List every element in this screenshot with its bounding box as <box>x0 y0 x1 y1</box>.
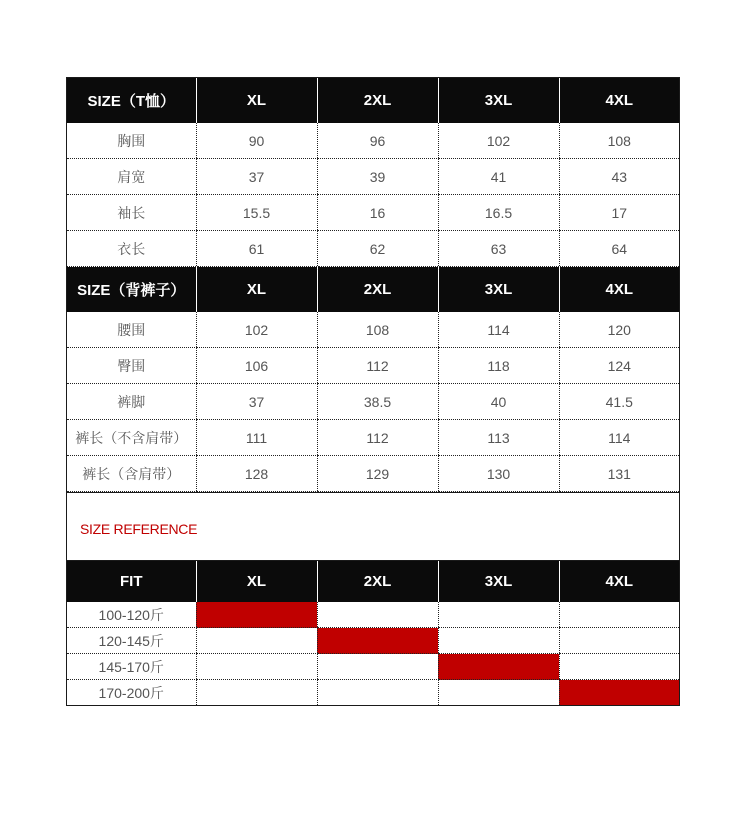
table-cell: 114 <box>438 312 559 348</box>
table-cell: 16.5 <box>438 195 559 231</box>
table-cell: 41 <box>438 159 559 195</box>
fit-cell <box>317 654 438 680</box>
header-cell: 2XL <box>317 561 438 602</box>
fit-cell <box>196 680 317 706</box>
table-cell: 90 <box>196 123 317 159</box>
table-cell: 130 <box>438 456 559 492</box>
tshirt-header-row <box>67 78 679 123</box>
fit-weight-label: 120-145斤 <box>67 628 196 654</box>
table-row <box>67 384 679 420</box>
fit-row <box>67 680 679 706</box>
header-cell: 3XL <box>438 78 559 123</box>
row-label: 袖长 <box>67 195 196 231</box>
fit-table <box>67 561 679 706</box>
table-cell: 40 <box>438 384 559 420</box>
row-label: 腰围 <box>67 312 196 348</box>
fit-row <box>67 628 679 654</box>
fit-cell <box>317 680 438 706</box>
table-cell: 43 <box>559 159 679 195</box>
fit-weight-label: 100-120斤 <box>67 602 196 628</box>
table-cell: 106 <box>196 348 317 384</box>
fit-cell <box>438 602 559 628</box>
table-cell: 17 <box>559 195 679 231</box>
row-label: 裤长（含肩带） <box>67 456 196 492</box>
header-cell: 2XL <box>317 78 438 123</box>
fit-highlight-cell <box>196 602 317 628</box>
overalls-header-row <box>67 267 679 313</box>
fit-highlight-cell <box>317 628 438 654</box>
table-cell: 61 <box>196 231 317 267</box>
header-cell: 3XL <box>438 267 559 313</box>
fit-row <box>67 654 679 680</box>
fit-cell <box>438 628 559 654</box>
table-cell: 113 <box>438 420 559 456</box>
table-cell: 102 <box>196 312 317 348</box>
table-cell: 102 <box>438 123 559 159</box>
table-cell: 96 <box>317 123 438 159</box>
table-cell: 38.5 <box>317 384 438 420</box>
header-cell: XL <box>196 267 317 313</box>
table-cell: 111 <box>196 420 317 456</box>
header-cell: 4XL <box>559 561 679 602</box>
table-row <box>67 456 679 492</box>
fit-cell <box>196 654 317 680</box>
row-label: 胸围 <box>67 123 196 159</box>
table-cell: 118 <box>438 348 559 384</box>
row-label: 衣长 <box>67 231 196 267</box>
size-chart <box>66 77 680 706</box>
table-cell: 112 <box>317 420 438 456</box>
fit-cell <box>559 602 679 628</box>
row-label: 裤长（不含肩带） <box>67 420 196 456</box>
table-cell: 112 <box>317 348 438 384</box>
table-row <box>67 231 679 267</box>
header-cell: XL <box>196 561 317 602</box>
fit-highlight-cell <box>438 654 559 680</box>
size-reference-title: SIZE REFERENCE <box>80 521 198 537</box>
row-label: 裤脚 <box>67 384 196 420</box>
table-cell: 114 <box>559 420 679 456</box>
fit-row <box>67 602 679 628</box>
table-cell: 129 <box>317 456 438 492</box>
table-cell: 108 <box>559 123 679 159</box>
header-cell: 4XL <box>559 267 679 313</box>
fit-cell <box>317 602 438 628</box>
table-row <box>67 123 679 159</box>
table-cell: 39 <box>317 159 438 195</box>
table-cell: 63 <box>438 231 559 267</box>
table-cell: 64 <box>559 231 679 267</box>
table-cell: 128 <box>196 456 317 492</box>
header-cell: 4XL <box>559 78 679 123</box>
row-label: 肩宽 <box>67 159 196 195</box>
fit-weight-label: 145-170斤 <box>67 654 196 680</box>
table-cell: 62 <box>317 231 438 267</box>
fit-cell <box>438 680 559 706</box>
table-cell: 16 <box>317 195 438 231</box>
header-cell: 3XL <box>438 561 559 602</box>
fit-header-row <box>67 561 679 602</box>
fit-highlight-cell <box>559 680 679 706</box>
fit-cell <box>559 628 679 654</box>
fit-weight-label: 170-200斤 <box>67 680 196 706</box>
row-label: 臀围 <box>67 348 196 384</box>
table-row <box>67 195 679 231</box>
table-cell: 124 <box>559 348 679 384</box>
table-cell: 37 <box>196 384 317 420</box>
header-cell: 2XL <box>317 267 438 313</box>
header-cell: SIZE（T恤） <box>67 78 196 123</box>
table-cell: 41.5 <box>559 384 679 420</box>
table-row <box>67 159 679 195</box>
table-cell: 120 <box>559 312 679 348</box>
fit-cell <box>196 628 317 654</box>
tshirt-size-table <box>67 78 679 492</box>
fit-cell <box>559 654 679 680</box>
table-cell: 15.5 <box>196 195 317 231</box>
table-cell: 131 <box>559 456 679 492</box>
table-row <box>67 348 679 384</box>
table-cell: 108 <box>317 312 438 348</box>
table-row <box>67 420 679 456</box>
size-reference-section <box>67 492 679 561</box>
table-row <box>67 312 679 348</box>
header-cell: FIT <box>67 561 196 602</box>
header-cell: SIZE（背裤子） <box>67 267 196 313</box>
table-cell: 37 <box>196 159 317 195</box>
header-cell: XL <box>196 78 317 123</box>
